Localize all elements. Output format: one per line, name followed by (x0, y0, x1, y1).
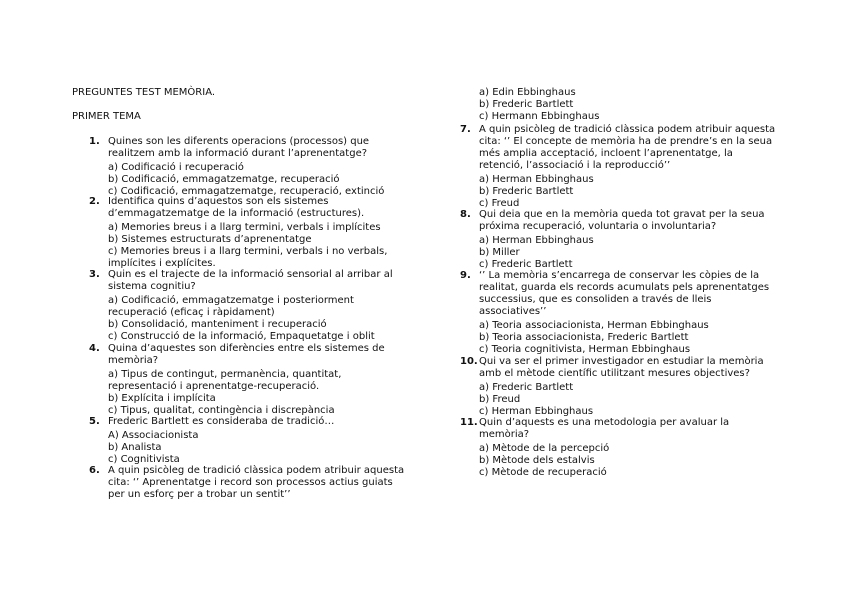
question-number: 6. (89, 465, 100, 476)
question-text-line: cita: ‘’ Aprenentatge i record son processos actius guiats (108, 477, 393, 489)
question-text-line: memòria? (479, 429, 530, 441)
question-text-line: A quin psicòleg de tradició clàssica podem atribuir aquesta (479, 124, 776, 135)
question-number: 8. (460, 209, 471, 220)
answer-option (108, 246, 387, 270)
question-6-options (479, 87, 599, 123)
answer-option (479, 87, 599, 99)
question-number: 2. (89, 196, 100, 207)
answer-option (108, 222, 387, 234)
answer-option-text: b) Consolidació, manteniment i recuperació (108, 318, 327, 330)
answer-option-text: b) Frederic Bartlett (479, 185, 574, 197)
answer-option-text: c) Frederic Bartlett (479, 258, 573, 270)
answer-option-text: a) Mètode de la percepció (479, 442, 610, 454)
answer-option-text: a) Herman Ebbinghaus (479, 234, 594, 246)
answer-option-text: a) Edin Ebbinghaus (479, 87, 576, 98)
answer-option (108, 295, 393, 319)
question-text-line: cita: ‘’ El concepte de memòria ha de prendre’s en la seua (479, 136, 773, 148)
answer-option (479, 382, 764, 394)
question-text-line: més amplia acceptació, incloent l’aprenentatge, la (479, 148, 733, 160)
answer-option-text: c) Codificació, emmagatzematge, recuperació, extinció (108, 185, 385, 197)
answer-option-text: b) Explícita i implícita (108, 392, 216, 404)
question-number: 7. (460, 124, 471, 135)
answer-option (479, 235, 765, 247)
question-text-line: realitzem amb la informació durant l’aprenentatge? (108, 148, 368, 160)
answer-option (108, 174, 384, 186)
answer-option (108, 331, 393, 343)
question-text-line: Quin d’aquests es una metodologia per avaluar la (479, 417, 730, 428)
answer-option-text: c) Mètode de recuperació (479, 466, 607, 478)
question-text-line: Qui deia que en la memòria queda tot gravat per la seua (479, 209, 765, 220)
question-text-line: ‘’ La memòria s’encarrega de conservar les còpies de la (479, 270, 760, 281)
question-8 (460, 209, 765, 271)
question-10 (460, 356, 764, 418)
answer-option-text: b) Mètode dels estalvis (479, 454, 595, 466)
answer-option-text: representació i aprenentatge-recuperació. (108, 380, 320, 392)
answer-option-text: a) Codificació, emmagatzematge i posteriorment (108, 294, 354, 306)
answer-option-text: b) Freud (479, 393, 521, 405)
answer-option (479, 320, 769, 332)
question-text-line: memòria? (108, 355, 159, 367)
answer-option-text: a) Memories breus i a llarg termini, verbals i implícites (108, 221, 381, 233)
question-number: 11. (460, 417, 478, 428)
answer-option (479, 467, 729, 479)
question-11 (460, 417, 730, 479)
answer-option-text: recuperació (eficaç i ràpidament) (108, 306, 275, 318)
answer-option-text: a) Teoria associacionista, Herman Ebbinghaus (479, 319, 709, 331)
question-number: 1. (89, 136, 100, 147)
question-2 (89, 196, 388, 270)
answer-option (479, 455, 729, 467)
question-text-line: sistema cognitiu? (108, 281, 196, 293)
answer-option-text: c) Memories breus i a llarg termini, verbals i no verbals, (108, 245, 388, 257)
question-text-line: per un esforç per a trobar un sentit’’ (108, 489, 291, 501)
answer-option-text: b) Analista (108, 441, 162, 453)
answer-option-text: b) Miller (479, 246, 520, 258)
document-title: PREGUNTES TEST MEMÒRIA. (72, 87, 216, 98)
answer-option-text: A) Associacionista (108, 429, 199, 441)
question-text-line: retenció, l’associació i la reproducció’’ (479, 160, 671, 172)
answer-option (108, 442, 334, 454)
answer-option (479, 247, 765, 259)
answer-option-text: b) Sistemes estructurats d’aprenentatge (108, 233, 312, 245)
answer-option-text: c) Freud (479, 198, 520, 210)
answer-option (108, 393, 385, 405)
question-text-line: Quines son les diferents operacions (processos) que (108, 136, 370, 147)
answer-option-text: implícites i explícites. (108, 257, 216, 269)
question-3 (89, 269, 393, 343)
answer-option-text: b) Frederic Bartlett (479, 99, 574, 111)
question-text-line: successius, que es consoliden a través de lleis (479, 294, 712, 306)
question-text-line: realitat, guarda els records acumulats pels aprenentatges (479, 282, 770, 294)
question-6 (89, 465, 405, 501)
question-text-line: associatives’’ (479, 306, 547, 318)
section-title: PRIMER TEMA (72, 111, 141, 122)
answer-option (108, 234, 387, 246)
question-text-line: próxima recuperació, voluntaria o involuntaria? (479, 221, 717, 233)
question-text-line: amb el mètode científic utilitzant mesures objectives? (479, 368, 750, 380)
answer-option-text: b) Teoria associacionista, Frederic Bartlett (479, 331, 689, 343)
question-7 (460, 124, 776, 210)
answer-option (479, 443, 729, 455)
answer-option (479, 332, 769, 344)
answer-option-text: c) Cognitivista (108, 453, 180, 465)
question-4 (89, 343, 385, 417)
question-text-line: Frederic Bartlett es consideraba de tradició… (108, 416, 335, 427)
answer-option-text: a) Tipus de contingut, permanència, quantitat, (108, 368, 342, 380)
answer-option (479, 111, 599, 123)
answer-option (108, 430, 334, 442)
question-text-line: d’emmagatzematge de la informació (estructures). (108, 208, 365, 220)
question-text-line: Identifica quins d’aquestos son els sistemes (108, 196, 329, 207)
answer-option-text: b) Codificació, emmagatzematge, recuperació (108, 173, 340, 185)
answer-option (108, 319, 393, 331)
question-number: 5. (89, 416, 100, 427)
answer-option-text: c) Teoria cognitivista, Herman Ebbinghaus (479, 344, 691, 356)
answer-option (479, 344, 769, 356)
question-text-line: Quina d’aquestes son diferències entre els sistemes de (108, 343, 385, 354)
question-text-line: Quin es el trajecte de la informació sensorial al arribar al (108, 269, 393, 280)
answer-option-text: c) Hermann Ebbinghaus (479, 111, 600, 123)
answer-option (479, 99, 599, 111)
question-5 (89, 416, 335, 466)
question-text-line: Qui va ser el primer investigador en estudiar la memòria (479, 356, 764, 367)
answer-option (479, 394, 764, 406)
answer-option-text: c) Construcció de la informació, Empaquetatge i oblit (108, 330, 375, 342)
question-9 (460, 270, 770, 356)
answer-option (479, 186, 775, 198)
answer-option (108, 162, 384, 174)
answer-option-text: c) Herman Ebbinghaus (479, 405, 594, 417)
answer-option (479, 174, 775, 186)
answer-option-text: c) Tipus, qualitat, contingència i discrepància (108, 404, 335, 416)
answer-option-text: a) Codificació i recuperació (108, 161, 244, 173)
answer-option-text: a) Frederic Bartlett (479, 381, 574, 393)
question-number: 3. (89, 269, 100, 280)
answer-option-text: a) Herman Ebbinghaus (479, 173, 594, 185)
answer-option (108, 369, 385, 393)
question-number: 4. (89, 343, 100, 354)
question-1 (89, 136, 385, 198)
question-number: 9. (460, 270, 471, 281)
question-text-line: A quin psicòleg de tradició clàssica podem atribuir aquesta (108, 465, 405, 476)
question-number: 10. (460, 356, 478, 367)
